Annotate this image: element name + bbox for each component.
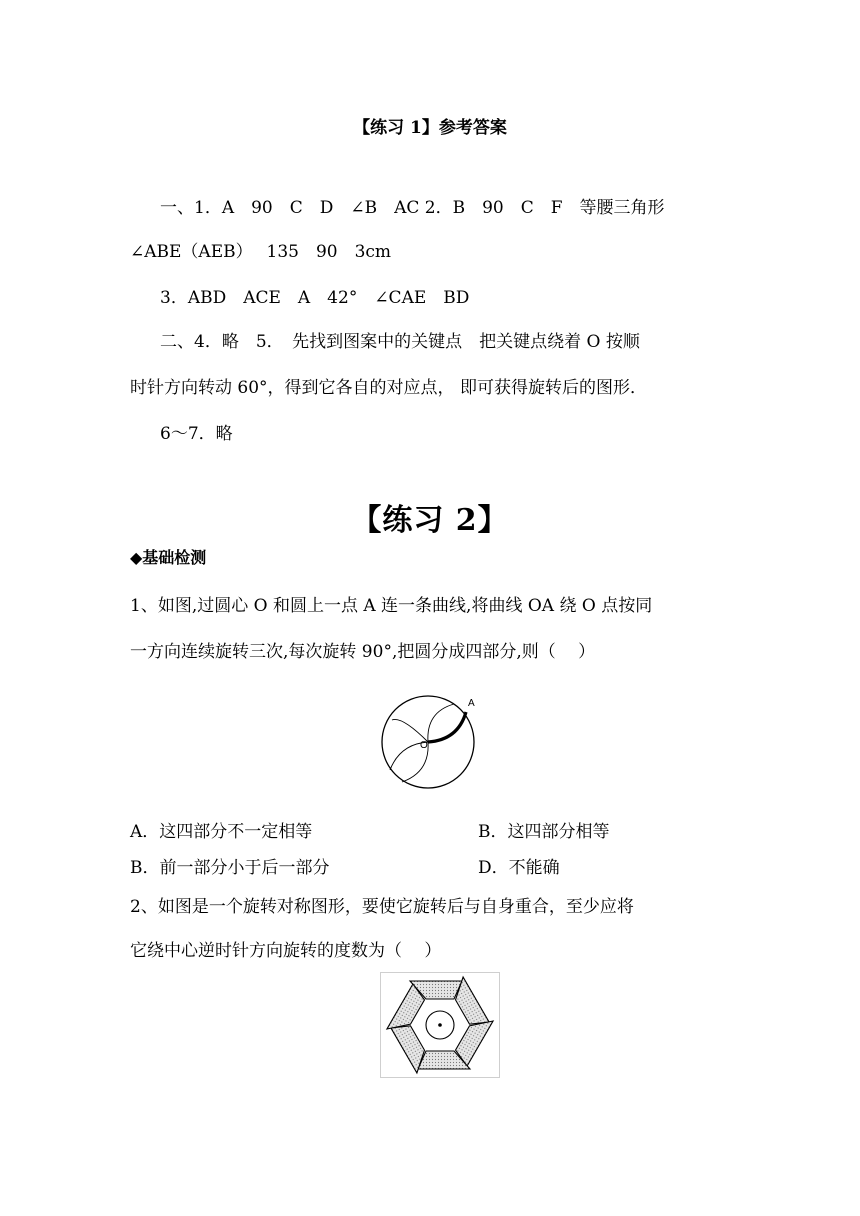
answer-line-6: 6～7．略 <box>160 424 233 444</box>
answer-line-4: 二、4．略 5． 先找到图案中的关键点 把关键点绕着 O 按顺 <box>160 332 640 352</box>
circle-rotation-figure <box>378 690 484 790</box>
figure-label-o: O <box>420 740 428 751</box>
answers-title: 【练习 1】参考答案 <box>353 118 507 138</box>
answer-line-1: 一、1．A 90 C D ∠B AC 2．B 90 C F 等腰三角形 <box>160 198 665 218</box>
answer-line-3: 3．ABD ACE A 42° ∠CAE BD <box>160 288 470 308</box>
answer-line-2: ∠ABE（AEB） 135 90 3cm <box>130 242 392 262</box>
exercise-2-heading: 【练习 2】 <box>351 503 509 538</box>
figure-label-a: A <box>468 698 475 709</box>
q1-option-c: B．前一部分小于后一部分 <box>130 858 330 878</box>
section-basic-test: ◆基础检测 <box>130 548 207 567</box>
question-1-line-2: 一方向连续旋转三次,每次旋转 90°,把圆分成四部分,则（ ） <box>130 642 596 662</box>
question-2-line-1: 2、如图是一个旋转对称图形，要使它旋转后与自身重合，至少应将 <box>130 897 634 917</box>
q1-option-b: B．这四部分相等 <box>478 822 610 842</box>
q1-option-a: A．这四部分不一定相等 <box>130 822 313 842</box>
q1-option-d: D．不能确 <box>478 858 560 878</box>
question-1-line-1: 1、如图,过圆心 O 和圆上一点 A 连一条曲线,将曲线 OA 绕 O 点按同 <box>130 596 653 616</box>
question-2-line-2: 它绕中心逆时针方向旋转的度数为（ ） <box>130 941 442 961</box>
answer-line-5: 时针方向转动 60°，得到它各自的对应点， 即可获得旋转后的图形． <box>130 378 647 398</box>
rotation-symmetry-figure <box>380 972 500 1078</box>
